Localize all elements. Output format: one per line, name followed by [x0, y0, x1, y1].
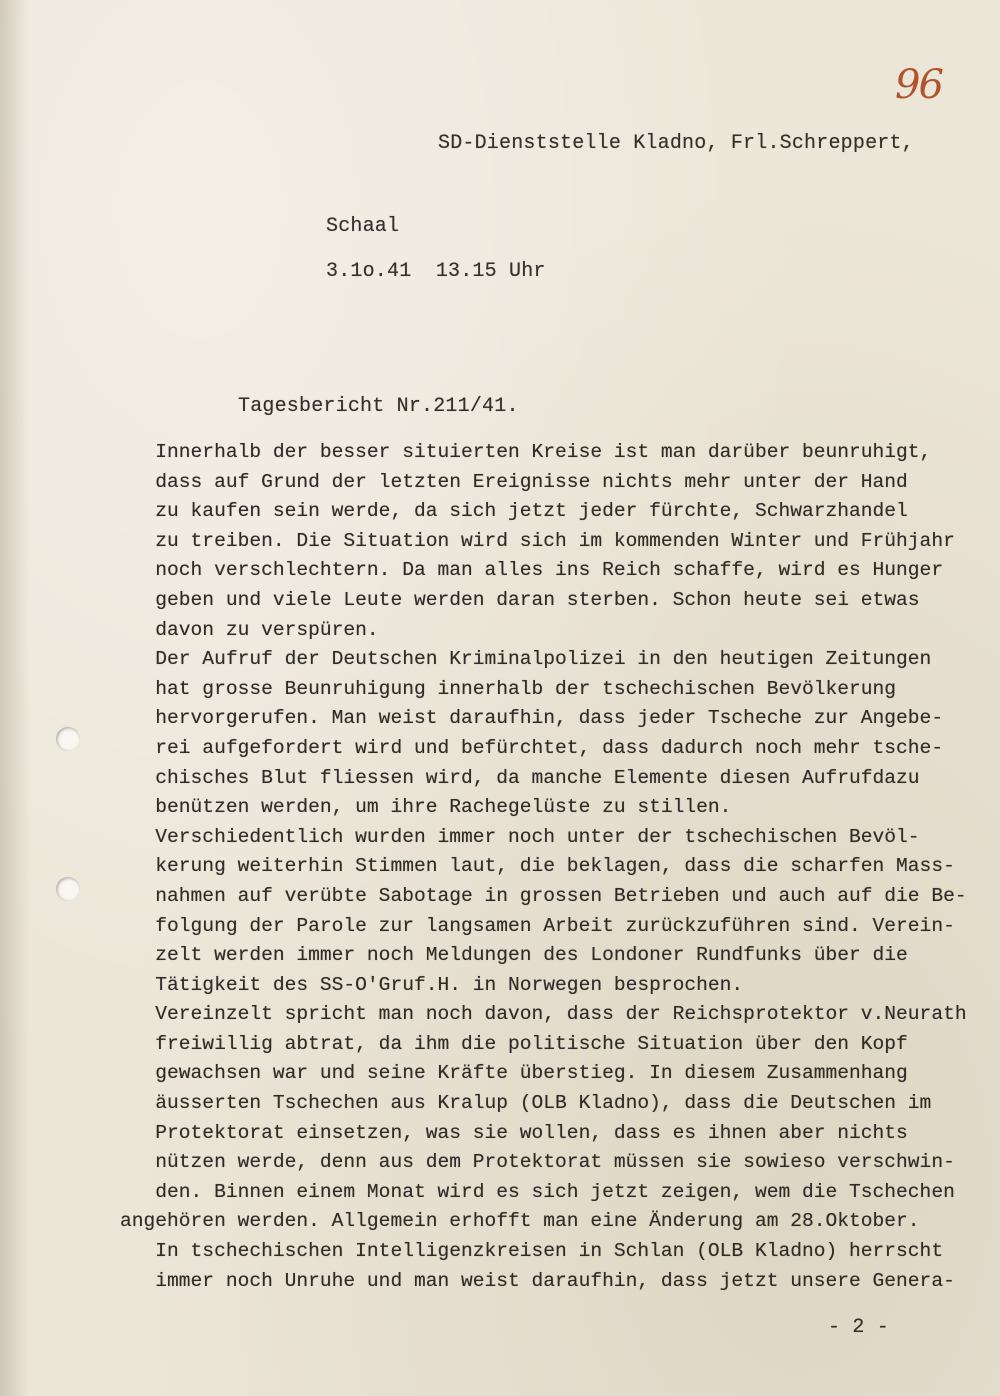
body-line: benützen werden, um ihre Rachegelüste zu stillen. — [120, 796, 732, 819]
body-line: Verschiedentlich wurden immer noch unter der tschechischen Bevöl- — [120, 825, 920, 848]
body-line: angehören werden. Allgemein erhofft man eine Änderung am 28.Oktober. — [120, 1210, 920, 1233]
page-number: - 2 - — [828, 1316, 890, 1339]
body-line: Vereinzelt spricht man noch davon, dass der Reichsprotektor v.Neurath — [120, 1003, 967, 1026]
body-line: nahmen auf verübte Sabotage in grossen Betrieben und auch auf die Be- — [120, 884, 967, 907]
report-title: Tagesbericht Nr.211/41. — [238, 395, 519, 418]
body-line: noch verschlechtern. Da man alles ins Reich schaffe, wird es Hunger — [120, 559, 944, 582]
body-line: kerung weiterhin Stimmen laut, die beklagen, dass die scharfen Mass- — [120, 855, 955, 878]
body-line: In tschechischen Intelligenzkreisen in Schlan (OLB Kladno) herrscht — [120, 1240, 944, 1263]
body-line: gewachsen war und seine Kräfte überstieg. In diesem Zusammenhang — [120, 1062, 908, 1085]
body-line: geben und viele Leute werden daran sterben. Schon heute sei etwas — [120, 588, 920, 611]
body-line: Innerhalb der besser situierten Kreise ist man darüber beunruhigt, — [120, 441, 932, 463]
body-line: folgung der Parole zur langsamen Arbeit zurückzuführen sind. Verein- — [120, 914, 955, 937]
body-line: dass auf Grund der letzten Ereignisse nichts mehr unter der Hand — [120, 470, 908, 493]
author-name: Schaal — [326, 215, 400, 238]
body-line: den. Binnen einem Monat wird es sich jetzt zeigen, wem die Tschechen — [120, 1180, 955, 1203]
body-line: immer noch Unruhe und man weist daraufhin, dass jetzt unsere Genera- — [120, 1269, 955, 1292]
document-header: SD-Dienststelle Kladno, Frl.Schreppert, — [438, 132, 914, 155]
body-line: zu kaufen sein werde, da sich jetzt jeder fürchte, Schwarzhandel — [120, 500, 908, 523]
body-line: Tätigkeit des SS-O'Gruf.H. in Norwegen besprochen. — [120, 973, 744, 996]
report-datetime: 3.1o.41 13.15 Uhr — [326, 260, 546, 283]
punch-hole-upper — [56, 727, 80, 751]
body-line: zelt werden immer noch Meldungen des Londoner Rundfunks über die — [120, 944, 908, 967]
body-line: nützen werde, denn aus dem Protektorat müssen sie sowieso verschwin- — [120, 1151, 955, 1174]
report-body — [120, 438, 980, 1296]
body-line: zu treiben. Die Situation wird sich im kommenden Winter und Frühjahr — [120, 529, 955, 552]
body-line: Der Aufruf der Deutschen Kriminalpolizei in den heutigen Zeitungen — [120, 648, 932, 671]
body-line: Protektorat einsetzen, was sie wollen, dass es ihnen aber nichts — [120, 1121, 908, 1144]
body-line: hat grosse Beunruhigung innerhalb der tschechischen Bevölkerung — [120, 677, 897, 700]
handwritten-folio-number: 96 — [895, 62, 942, 108]
body-line: hervorgerufen. Man weist daraufhin, dass jeder Tscheche zur Angebe- — [120, 707, 944, 730]
body-line: freiwillig abtrat, da ihm die politische Situation über den Kopf — [120, 1032, 908, 1055]
body-line: rei aufgefordert wird und befürchtet, dass dadurch noch mehr tsche- — [120, 736, 944, 759]
page-edge-shadow — [0, 0, 30, 1396]
body-line: chisches Blut fliessen wird, da manche Elemente diesen Aufrufdazu — [120, 766, 920, 789]
punch-hole-lower — [56, 877, 80, 901]
body-line: davon zu verspüren. — [120, 618, 379, 641]
body-line: äusserten Tschechen aus Kralup (OLB Kladno), dass die Deutschen im — [120, 1092, 932, 1115]
